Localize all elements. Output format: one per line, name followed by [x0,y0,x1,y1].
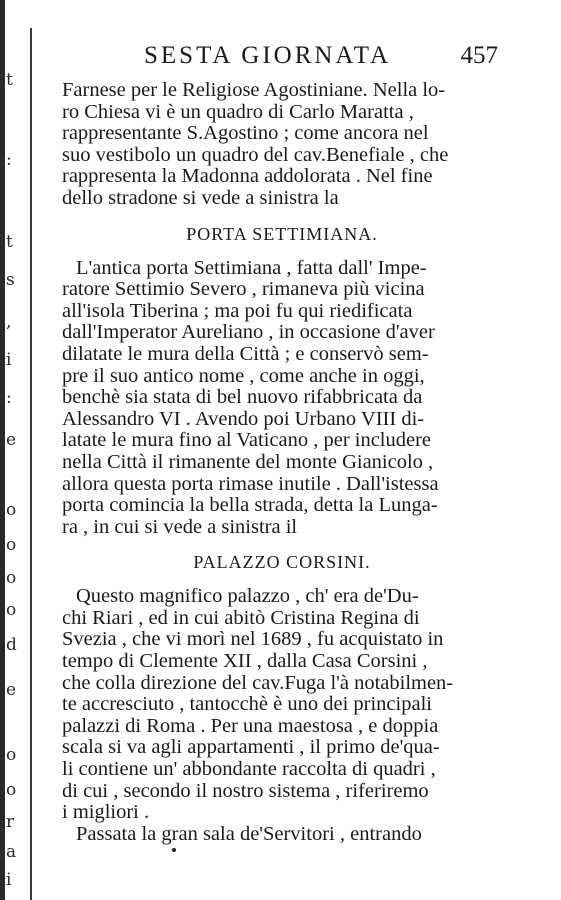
gutter-mark: e [6,430,17,450]
text-line: ro Chiesa vi è un quadro di Carlo Maratta , [62,101,414,123]
gutter-mark: : [6,150,12,170]
text-line: ra , in cui si vede a sinistra il [62,516,298,538]
text-line: ratore Settimio Severo , rimaneva più vicina [62,279,425,301]
text-line: tempo di Clemente XII , dalla Casa Corsini , [62,651,428,673]
text-line: dilatate le mura della Città ; e conservò sem- [62,343,429,365]
text-line: te accresciuto , tantocchè è uno dei principali [62,694,432,716]
paragraph-3 [62,586,502,824]
text-line: palazzi di Roma . Per una maestosa , e doppia [62,715,439,737]
gutter-mark: o [6,500,17,520]
gutter-mark: o [6,745,17,765]
print-speck [172,848,176,852]
page-number: 457 [460,42,498,69]
gutter-mark: s [6,270,15,290]
text-line: nella Città il rimanente del monte Gianicolo , [62,451,434,473]
gutter-mark: r [6,812,15,832]
text-line: i migliori . [62,802,150,824]
gutter-mark: o [6,535,17,555]
text-line: all'isola Tiberina ; ma poi fu qui riedificata [62,300,413,322]
text-line: Alessandro VI . Avendo poi Urbano VIII di- [62,408,425,430]
running-head [62,40,502,80]
text-line: Farnese per le Religiose Agostiniane. Nella lo- [62,80,446,101]
text-line: Svezia , che vi morì nel 1689 , fu acquistato in [62,629,444,651]
paragraph-1 [62,80,502,210]
text-line: rappresentante S.Agostino ; come ancora nel [62,123,429,145]
text-line: pre il suo antico nome , come anche in oggi, [62,365,425,387]
text-line: L'antica porta Settimiana , fatta dall' Impe- [76,257,427,279]
running-head-title: SESTA GIORNATA [144,42,392,69]
text-line: dall'Imperator Aureliano , in occasione d'aver [62,322,435,344]
paragraph-4 [62,824,502,846]
text-line: benchè sia stata di bel nuovo rifabbricata da [62,387,423,409]
text-line: rappresenta la Madonna addolorata . Nel fine [62,166,433,188]
paragraph-2 [62,258,502,539]
text-line: chi Riari , ed in cui abitò Cristina Regina di [62,607,420,629]
text-line: Questo magnifico palazzo , ch' era de'Du- [76,586,419,608]
gutter-mark: t [6,70,13,90]
gutter-bleed-through [6,0,28,900]
gutter-mark: : [6,388,12,408]
gutter-mark: t [6,232,13,252]
text-line: porta comincia la bella strada, detta la Lunga- [62,495,438,517]
text-line: allora questa porta rimase inutile . Dall'istessa [62,473,439,495]
section-heading-porta-settimiana: PORTA SETTIMIANA. [186,223,378,244]
gutter-mark: i [6,870,12,890]
book-page [62,40,502,845]
text-line: latate le mura fino al Vaticano , per includere [62,430,432,452]
gutter-mark: d [6,635,17,655]
text-line: che colla direzione del cav.Fuga l'à notabilmen- [62,672,454,694]
text-line: suo vestibolo un quadro del cav.Benefiale , che [62,144,449,166]
text-line: scala si va agli appartamenti , il primo de'qua- [62,737,440,759]
text-line: dello stradone si vede a sinistra la [62,187,339,209]
gutter-rule [30,28,32,900]
gutter-mark: o [6,600,17,620]
text-line: Passata la gran sala de'Servitori , entrando [76,823,422,845]
gutter-mark: i [6,350,12,370]
gutter-mark: , [6,312,12,332]
text-line: li contiene un' abbondante raccolta di quadri , [62,759,436,781]
section-heading-palazzo-corsini: PALAZZO CORSINI. [193,552,371,573]
text-line: di cui , secondo il nostro sistema , riferiremo [62,780,429,802]
gutter-mark: o [6,780,17,800]
gutter-mark: o [6,568,17,588]
gutter-mark: e [6,680,17,700]
binding-edge [0,0,5,900]
gutter-mark: a [6,842,17,862]
